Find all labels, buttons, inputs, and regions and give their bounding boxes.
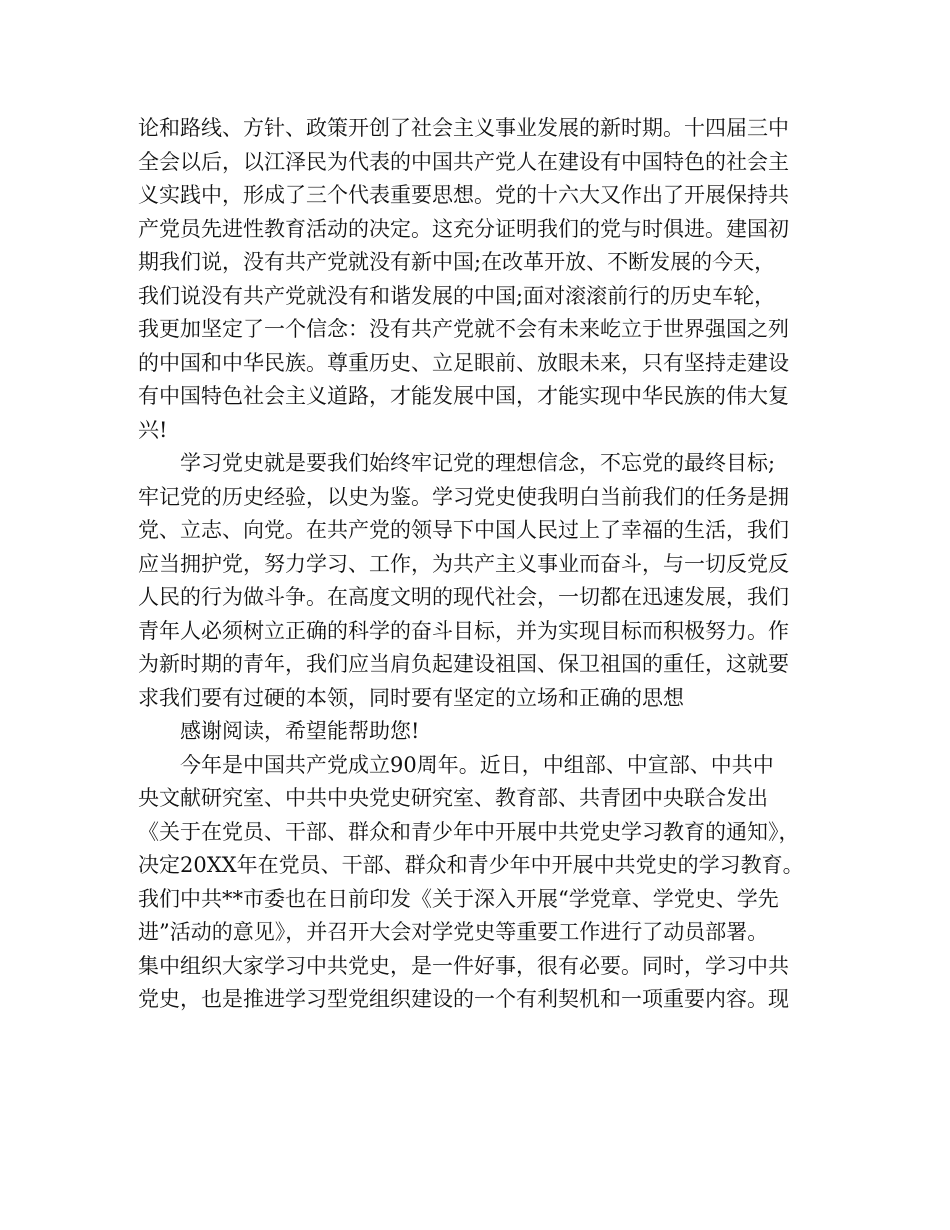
- text-line: 期我们说，没有共产党就没有新中国;在改革开放、不断发展的今天，: [138, 250, 776, 274]
- text-line: 论和路线、方针、政策开创了社会主义事业发展的新时期。十四届三中: [138, 116, 789, 140]
- text-line: 集中组织大家学习中共党史，是一件好事，很有必要。同时，学习中共: [138, 953, 789, 978]
- text-line: 我们说没有共产党就没有和谐发展的中国;面对滚滚前行的历史车轮，: [138, 283, 776, 308]
- document-body: [138, 112, 828, 1017]
- text-line: 求我们要有过硬的本领，同时要有坚定的立场和正确的思想: [138, 685, 684, 710]
- text-line: 义实践中，形成了三个代表重要思想。党的十六大又作出了开展保持共: [138, 183, 789, 207]
- paragraph-3: [138, 715, 828, 749]
- text-line: 感谢阅读，希望能帮助您!: [180, 719, 420, 743]
- text-line: 《关于在党员、干部、群众和青少年中开展中共党史学习教育的通知》，: [138, 819, 800, 844]
- text-line: 牢记党的历史经验，以史为鉴。学习党史使我明白当前我们的任务是拥: [138, 484, 789, 509]
- text-line: 我们中共**市委也在日前印发《关于深入开展“学党章、学党史、学先: [138, 886, 779, 911]
- text-line: 产党员先进性教育活动的决定。这充分证明我们的党与时俱进。建国初: [138, 216, 789, 241]
- text-line: 应当拥护党，努力学习、工作，为共产主义事业而奋斗，与一切反党反: [138, 551, 789, 576]
- text-line: 决定20XX年在党员、干部、群众和青少年中开展中共党史的学习教育。: [138, 853, 804, 877]
- text-line: 进”活动的意见》，并召开大会对学党史等重要工作进行了动员部署。: [138, 920, 769, 944]
- text-line: 人民的行为做斗争。在高度文明的现代社会，一切都在迅速发展，我们: [138, 585, 789, 609]
- text-line: 我更加坚定了一个信念：没有共产党就不会有未来屹立于世界强国之列: [138, 317, 789, 341]
- paragraph-2: [138, 447, 828, 715]
- text-line: 青年人必须树立正确的科学的奋斗目标，并为实现目标而积极努力。作: [138, 618, 789, 643]
- text-line: 为新时期的青年，我们应当肩负起建设祖国、保卫祖国的重任，这就要: [138, 652, 789, 676]
- text-line: 党、立志、向党。在共产党的领导下中国人民过上了幸福的生活，我们: [138, 518, 789, 542]
- text-line: 党史，也是推进学习型党组织建设的一个有利契机和一项重要内容。现: [138, 987, 789, 1011]
- text-line: 的中国和中华民族。尊重历史、立足眼前、放眼未来，只有坚持走建设: [138, 350, 789, 375]
- text-line: 全会以后，以江泽民为代表的中国共产党人在建设有中国特色的社会主: [138, 149, 789, 174]
- text-line: 央文献研究室、中共中央党史研究室、教育部、共青团中央联合发出: [138, 786, 768, 810]
- paragraph-4: [138, 749, 828, 1017]
- text-line: 兴!: [138, 417, 168, 442]
- text-line: 今年是中国共产党成立90周年。近日，中组部、中宣部、中共中: [180, 752, 774, 777]
- text-line: 学习党史就是要我们始终牢记党的理想信念，不忘党的最终目标;: [180, 451, 776, 475]
- text-line: 有中国特色社会主义道路，才能发展中国，才能实现中华民族的伟大复: [138, 384, 789, 408]
- paragraph-1: [138, 112, 828, 447]
